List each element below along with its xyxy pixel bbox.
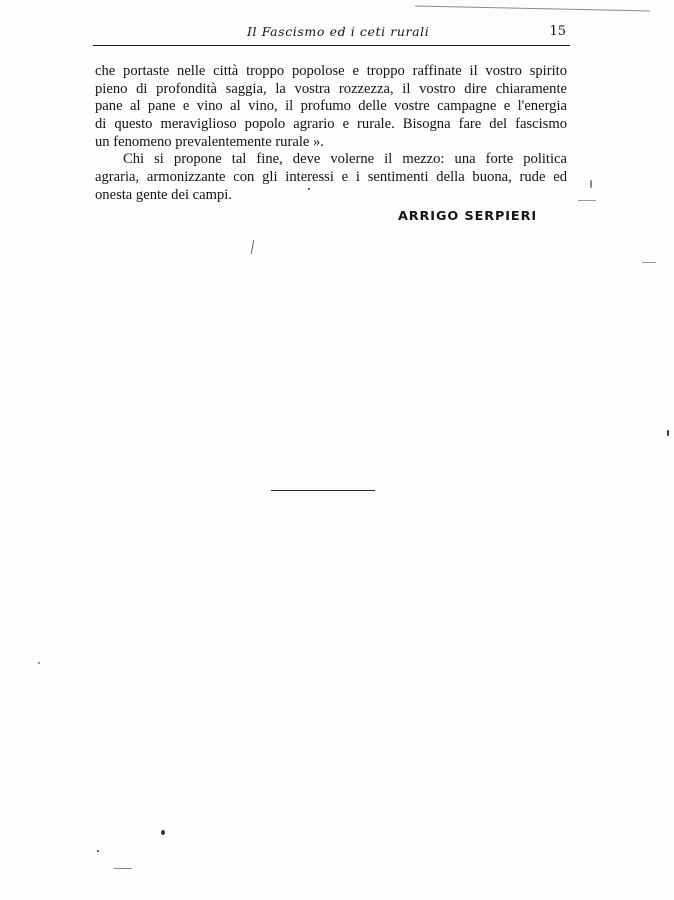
running-header	[93, 22, 570, 44]
scan-speck	[114, 868, 132, 869]
body-text	[95, 63, 567, 205]
scan-speck	[590, 180, 592, 188]
scan-speck	[161, 830, 165, 835]
scan-speck	[251, 240, 254, 254]
scan-speck	[642, 262, 656, 263]
scan-speck	[38, 662, 40, 664]
text-line: agraria, armonizzante con gli interessi e i sentimenti della buona, rude ed	[95, 169, 567, 186]
text-line: onesta gente dei campi.	[95, 186, 232, 203]
text-line: che portaste nelle città troppo popolose e troppo raffinate il vostro spirito	[95, 63, 567, 79]
text-line: un fenomeno prevalentemente rurale ».	[95, 133, 324, 150]
text-line: Chi si propone tal fine, deve volerne il mezzo: una forte politica	[123, 151, 567, 168]
running-header-title: Il Fascismo ed i ceti rurali	[247, 24, 430, 39]
text-line: pieno di profondità saggia, la vostra rozzezza, il vostro dire chiaramente	[95, 80, 567, 97]
scan-speck	[667, 430, 669, 436]
end-rule	[271, 490, 375, 491]
author-signature: ARRIGO SERPIERI	[397, 209, 537, 224]
scan-speck	[578, 200, 596, 201]
header-rule	[93, 45, 570, 46]
text-line: di questo meraviglioso popolo agrario e rurale. Bisogna fare del fascismo	[95, 116, 567, 133]
scan-speck	[97, 850, 99, 852]
scan-smudge	[415, 6, 650, 12]
page-number: 15	[549, 24, 566, 39]
scan-speck	[308, 188, 310, 190]
text-line: pane al pane e vino al vino, il profumo delle vostre campagne e l'energia	[95, 98, 567, 115]
